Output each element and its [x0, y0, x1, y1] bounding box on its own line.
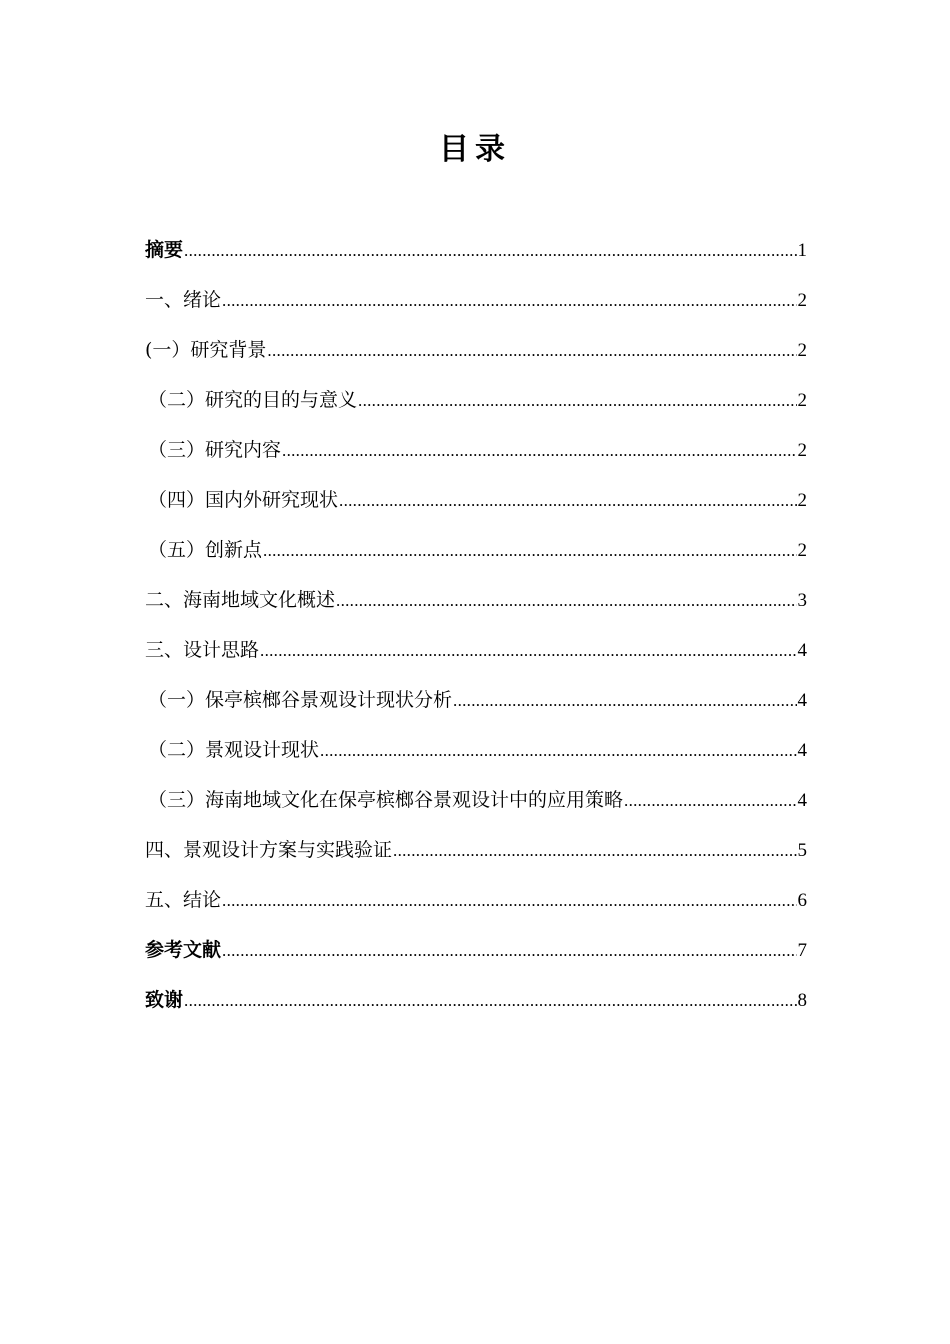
toc-dot-leader [184, 981, 796, 1021]
toc-dot-leader [320, 731, 796, 771]
toc-page-number: 2 [797, 490, 807, 511]
toc-entry[interactable] [145, 830, 807, 880]
toc-dot-leader [453, 681, 796, 721]
toc-entry[interactable] [145, 230, 807, 280]
toc-entry[interactable] [145, 580, 807, 630]
toc-entry[interactable] [145, 680, 807, 730]
toc-dot-leader [358, 381, 796, 421]
toc-entry-label: （一）保亭槟榔谷景观设计现状分析 [148, 689, 453, 711]
toc-page-number: 4 [797, 790, 807, 811]
toc-dot-leader [260, 631, 796, 671]
toc-dot-leader [393, 831, 796, 871]
toc-entry[interactable] [145, 530, 807, 580]
toc-title: 目录 [439, 132, 511, 167]
toc-page-number: 2 [797, 340, 807, 361]
toc-entry[interactable] [145, 480, 807, 530]
toc-dot-leader [222, 931, 796, 971]
toc-dot-leader [263, 531, 796, 571]
toc-entry[interactable] [145, 730, 807, 780]
toc-page-number: 4 [797, 690, 807, 711]
toc-entry-label: 一、绪论 [145, 289, 222, 311]
toc-dot-leader [267, 331, 796, 371]
toc-entry-label: 四、景观设计方案与实践验证 [145, 839, 393, 861]
toc-page-number: 7 [797, 940, 807, 961]
toc-entry-label: 参考文献 [145, 939, 222, 961]
toc-entry-label: 二、海南地域文化概述 [145, 589, 336, 611]
toc-entry[interactable] [145, 930, 807, 980]
toc-entry[interactable] [145, 380, 807, 430]
toc-page-number: 1 [797, 240, 807, 261]
toc-page-number: 4 [797, 740, 807, 761]
toc-entry[interactable] [145, 330, 807, 380]
toc-entry-label: (一）研究背景 [145, 339, 267, 361]
toc-dot-leader [336, 581, 796, 621]
toc-page-number: 5 [797, 840, 807, 861]
toc-page-number: 2 [797, 440, 807, 461]
toc-entry-label: （五）创新点 [148, 539, 263, 561]
toc-page-number: 8 [797, 990, 807, 1011]
toc-entry-label: （二）景观设计现状 [148, 739, 320, 761]
toc-entry[interactable] [145, 280, 807, 330]
toc-dot-leader [339, 481, 796, 521]
toc-entry-label: （二）研究的目的与意义 [148, 389, 358, 411]
toc-page-number: 2 [797, 540, 807, 561]
toc-entry[interactable] [145, 880, 807, 930]
toc-dot-leader [624, 781, 796, 821]
toc-entry[interactable] [145, 430, 807, 480]
toc-page-number: 6 [797, 890, 807, 911]
toc-dot-leader [184, 231, 796, 271]
toc-entry-label: 三、设计思路 [145, 639, 260, 661]
toc-list [145, 230, 807, 1030]
toc-page-number: 3 [797, 590, 807, 611]
toc-entry-label: （三）研究内容 [148, 439, 282, 461]
toc-page-number: 2 [797, 390, 807, 411]
toc-entry-label: 摘要 [145, 239, 184, 261]
toc-dot-leader [282, 431, 796, 471]
toc-entry[interactable] [145, 980, 807, 1030]
toc-entry-label: （三）海南地域文化在保亭槟榔谷景观设计中的应用策略 [148, 789, 624, 811]
toc-entry[interactable] [145, 630, 807, 680]
toc-entry-label: （四）国内外研究现状 [148, 489, 339, 511]
toc-dot-leader [222, 281, 796, 321]
toc-dot-leader [222, 881, 796, 921]
toc-entry-label: 致谢 [145, 989, 184, 1011]
toc-entry[interactable] [145, 780, 807, 830]
toc-entry-label: 五、结论 [145, 889, 222, 911]
toc-page-number: 2 [797, 290, 807, 311]
toc-page-number: 4 [797, 640, 807, 661]
